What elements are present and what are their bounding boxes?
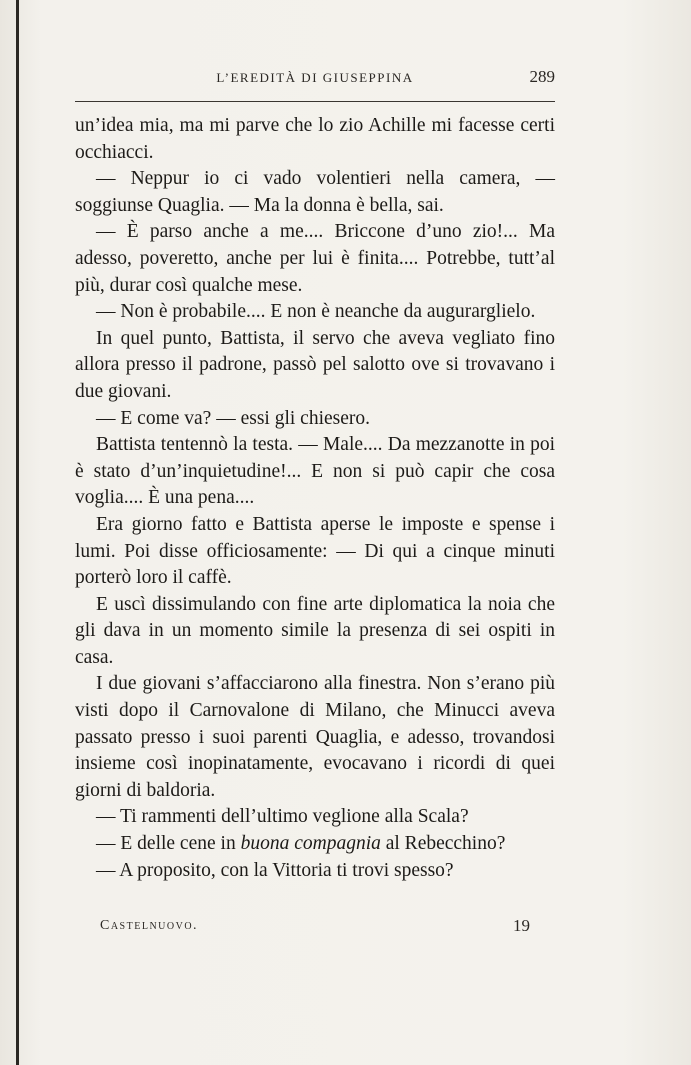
paragraph: — Non è probabile.... E non è neanche da augurarglielo.: [96, 301, 536, 323]
paragraph: In quel punto, Battista, il servo che aveva vegliato fino allora presso il padrone, passò pel salotto ove si trovavano i due giovani.: [75, 327, 555, 402]
header-rule: [75, 101, 555, 102]
paragraph: [75, 831, 555, 858]
paragraph-text: — E delle cene in: [96, 833, 241, 855]
paragraph: — È parso anche a me.... Briccone d’uno zio!... Ma adesso, poveretto, anche per lui è finita.... Potrebbe, tutt’al più, durar così qualche mese.: [75, 221, 555, 296]
page-header: [75, 66, 555, 90]
page-footer: [100, 916, 530, 940]
paragraph: E uscì dissimulando con fine arte diplomatica la noia che gli dava in un momento simile la presenza di sei ospiti in casa.: [75, 593, 555, 668]
signature-number: 19: [513, 916, 530, 935]
paragraph: Era giorno fatto e Battista aperse le imposte e spense i lumi. Poi disse officiosamente: — Di qui a cinque minuti porterò loro il caffè.: [75, 513, 555, 589]
paragraph: — E come va? — essi gli chiesero.: [96, 407, 370, 429]
paragraph-text: al Rebecchino?: [380, 833, 506, 855]
binding-edge: [16, 0, 19, 1065]
body-text: [75, 113, 555, 884]
paragraph: — Neppur io ci vado volentieri nella camera, — soggiunse Quaglia. — Ma la donna è bella, sai.: [75, 168, 555, 216]
running-title: L’EREDITÀ DI GIUSEPPINA: [216, 70, 414, 85]
signature-author: Castelnuovo.: [100, 918, 199, 933]
paragraph: un’idea mia, ma mi parve che lo zio Achille mi facesse certi occhiacci.: [75, 115, 555, 163]
paragraph: I due giovani s’affacciarono alla finestra. Non s’erano più visti dopo il Carnovalone di Milano, che Minucci aveva passato presso i suoi parenti Quaglia, e adesso, trovandosi insieme così inopinatamente, evocavano i ricordi di quei giorni di baldoria.: [75, 673, 555, 801]
paragraph: — A proposito, con la Vittoria ti trovi spesso?: [96, 859, 454, 881]
italic-emphasis: buona compagnia: [240, 833, 381, 855]
page-number: 289: [529, 67, 555, 86]
paragraph: Battista tentennò la testa. — Male.... Da mezzanotte in poi è stato d’un’inquietudine!... E non si può capir che cosa voglia.... È una pena....: [75, 434, 555, 509]
paragraph: — Ti rammenti dell’ultimo veglione alla Scala?: [96, 806, 469, 828]
